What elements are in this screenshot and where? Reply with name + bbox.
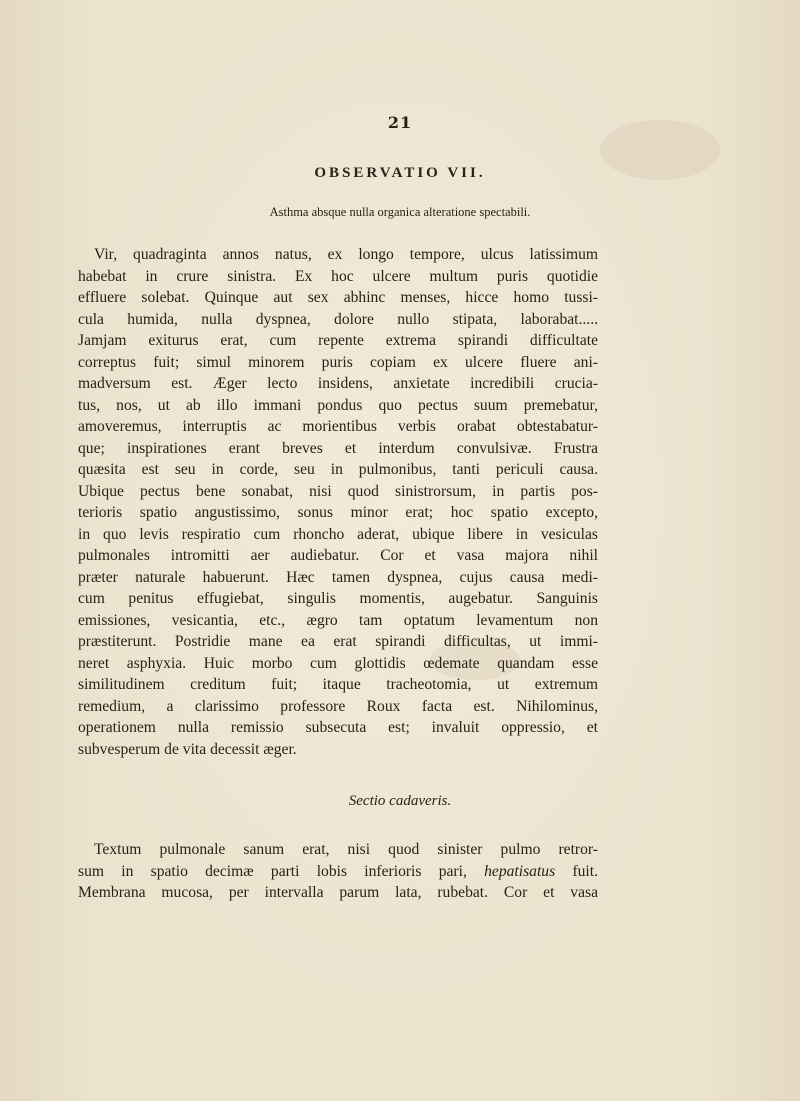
section-title: Sectio cadaveris. — [348, 793, 452, 809]
text-line: effluere solebat. Quinque aut sex abhinc menses, hicce homo tussi- — [78, 289, 598, 306]
text-line: amoveremus, interruptis ac morientibus verbis orabat obtestabatur- — [78, 418, 598, 435]
text-segment: fuit. — [572, 862, 598, 880]
text-line: Jamjam exiturus erat, cum repente extrema spirandi difficultate — [78, 332, 598, 349]
text-line: cum penitus effugiebat, singulis momentis, augebatur. Sanguinis — [78, 590, 598, 607]
text-line: quæsita est seu in corde, seu in pulmonibus, tanti periculi causa. — [78, 461, 598, 478]
text-line: cula humida, nulla dyspnea, dolore nullo stipata, laborabat..... — [78, 310, 598, 328]
text-line: neret asphyxia. Huic morbo cum glottidis œdemate quandam esse — [78, 654, 598, 672]
text-line: Membrana mucosa, per intervalla parum lata, rubebat. Cor et vasa — [78, 884, 598, 901]
observation-heading: OBSERVATIO VII. — [314, 165, 486, 181]
text-line: correptus fuit; simul minorem puris copiam ex ulcere fluere ani- — [78, 353, 598, 371]
text-line: præstiterunt. Postridie mane ea erat spirandi difficultas, ut immi- — [78, 633, 598, 650]
observation-subheading: Asthma absque nulla organica alteratione spectabili. — [269, 205, 531, 219]
autopsy-paragraph — [78, 839, 598, 904]
text-line: pulmonales intromitti aer audiebatur. Cor et vasa majora nihil — [78, 547, 598, 564]
text-line: præter naturale habuerunt. Hæc tamen dyspnea, cujus causa medi- — [78, 568, 598, 586]
text-line: habebat in crure sinistra. Ex hoc ulcere multum puris quotidie — [78, 267, 598, 285]
text-segment: sum in spatio decimæ parti lobis inferioris pari, — [78, 862, 467, 880]
case-description-paragraph — [78, 244, 598, 760]
text-line: similitudinem creditum fuit; itaque tracheotomia, ut extremum — [78, 676, 598, 693]
text-line: emissiones, vesicantia, etc., ægro tam optatum levamentum non — [78, 611, 598, 629]
text-line: operationem nulla remissio subsecuta est; invaluit oppressio, et — [78, 719, 598, 736]
text-line: in quo levis respiratio cum rhoncho aderat, ubique libere in vesiculas — [78, 525, 598, 543]
text-line: madversum est. Æger lecto insidens, anxietate incredibili crucia- — [78, 375, 598, 392]
text-line: subvesperum de vita decessit æger. — [78, 740, 297, 758]
italic-term: hepatisatus — [484, 862, 556, 880]
text-line: remedium, a clarissimo professore Roux facta est. Nihilominus, — [78, 697, 598, 715]
page-number: 21 — [387, 113, 413, 132]
text-line: terioris spatio angustissimo, sonus minor erat; hoc spatio excepto, — [78, 504, 598, 521]
text-line — [78, 861, 598, 883]
text-line: tus, nos, ut ab illo immani pondus quo pectus suum premebatur, — [78, 396, 598, 414]
text-line: Textum pulmonale sanum erat, nisi quod sinister pulmo retror- — [94, 841, 598, 858]
text-line: Vir, quadraginta annos natus, ex longo tempore, ulcus latissimum — [94, 246, 598, 263]
text-line: Ubique pectus bene sonabat, nisi quod sinistrorsum, in partis pos- — [78, 482, 598, 500]
text-line: que; inspirationes erant breves et interdum convulsivæ. Frustra — [78, 439, 598, 457]
